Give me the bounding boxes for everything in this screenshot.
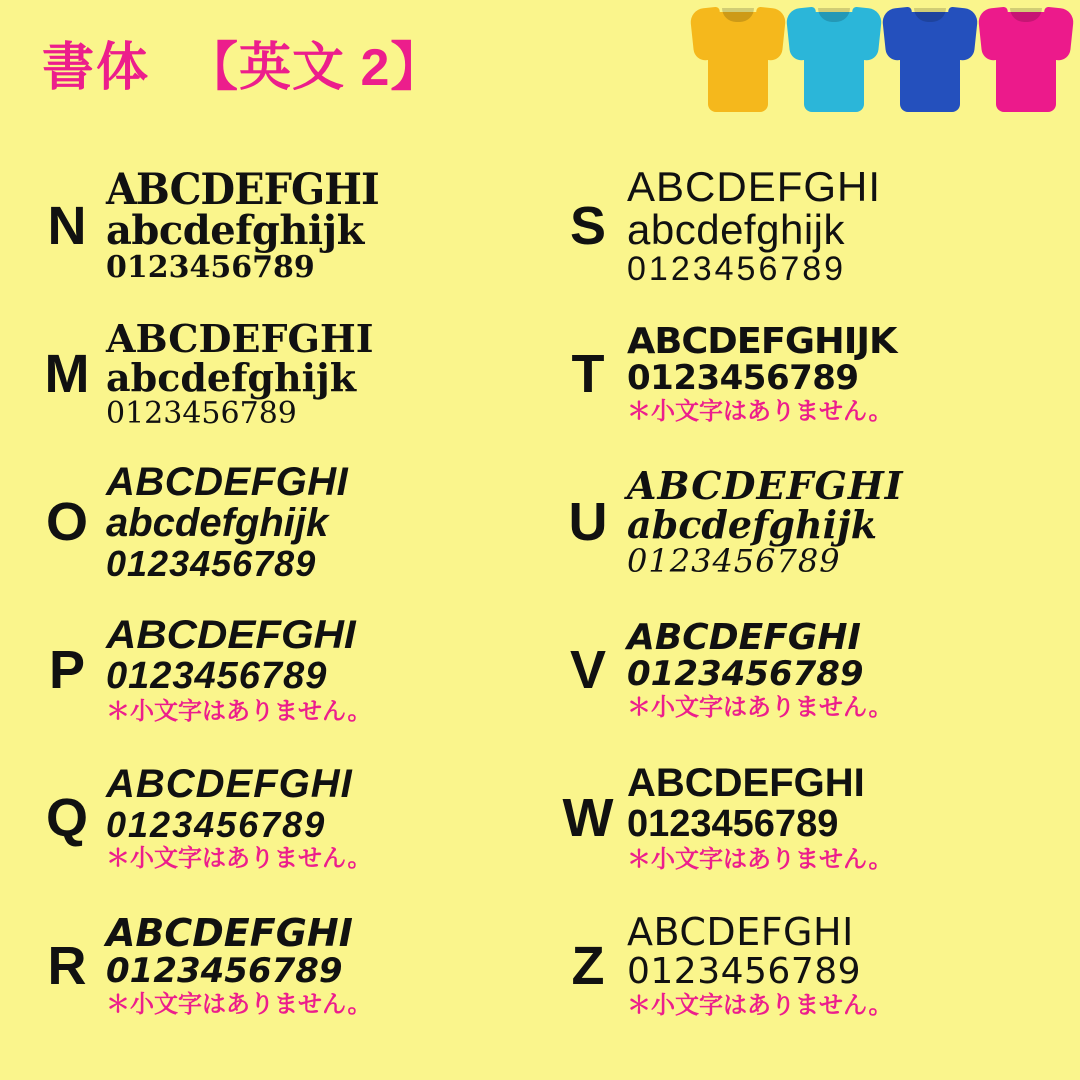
font-sample <box>627 162 1060 288</box>
font-code-letter: V <box>569 640 607 700</box>
sample-uppercase: ABCDEFGHI <box>627 760 865 805</box>
no-lowercase-note: ＊小文字はありません。 <box>627 397 893 425</box>
sample-numbers: 0123456789 <box>627 802 839 845</box>
sample-uppercase: ABCDEFGHI <box>627 162 882 210</box>
font-sample <box>627 462 1060 580</box>
font-sample <box>627 910 1060 1019</box>
sample-uppercase: ABCDEFGHIJK <box>627 321 897 363</box>
sample-uppercase: ABCDEFGHI <box>106 459 349 504</box>
sample-uppercase: ABCDEFGHI <box>106 762 353 806</box>
sample-numbers: 0123456789 <box>106 542 317 584</box>
font-code-letter: Z <box>571 936 605 996</box>
font-sample <box>106 911 539 1018</box>
sample-uppercase: ABCDEFGHI <box>627 910 854 955</box>
font-sample <box>627 760 1060 874</box>
shirt-body <box>804 12 864 112</box>
no-lowercase-note: ＊小文字はありません。 <box>106 990 372 1018</box>
font-row-r[interactable] <box>28 892 539 1040</box>
font-code-letter: M <box>44 344 90 404</box>
sample-uppercase: ABCDEFGHI <box>106 911 353 956</box>
no-lowercase-note: ＊小文字はありません。 <box>627 693 893 721</box>
font-code-letter: U <box>568 492 608 552</box>
font-sample <box>106 163 539 285</box>
font-row-u[interactable] <box>549 448 1060 596</box>
sample-lowercase: abcdefghijk <box>106 355 357 401</box>
sample-numbers: 0123456789 <box>106 250 315 285</box>
sample-numbers: 0123456789 <box>627 653 864 694</box>
tshirt-illustration-group <box>692 0 1072 118</box>
sample-uppercase: ABCDEFGHI <box>106 612 356 657</box>
sample-numbers: 0123456789 <box>106 395 297 431</box>
sample-numbers: 0123456789 <box>106 654 328 697</box>
sample-lowercase: abcdefghijk <box>106 501 329 546</box>
font-row-o[interactable] <box>28 448 539 596</box>
sample-numbers: 0123456789 <box>106 950 343 991</box>
left-column <box>28 152 539 1040</box>
shirt-cyan <box>788 0 880 118</box>
font-code-letter: Q <box>45 788 88 848</box>
font-row-m[interactable] <box>28 300 539 448</box>
sample-numbers: 0123456789 <box>627 950 862 992</box>
sample-numbers: 0123456789 <box>627 541 841 580</box>
title-main-text: 書体 <box>42 39 151 97</box>
font-code-letter: W <box>562 788 614 848</box>
font-row-p[interactable] <box>28 596 539 744</box>
font-code-letter: N <box>47 196 87 256</box>
font-code-letter: S <box>569 196 607 256</box>
shirt-yellow <box>692 0 784 118</box>
font-sample <box>106 764 539 872</box>
font-row-w[interactable] <box>549 744 1060 892</box>
sample-uppercase: ABCDEFGHI <box>627 462 904 508</box>
right-column <box>549 152 1060 1040</box>
sample-numbers: 0123456789 <box>627 357 859 398</box>
sample-numbers: 0123456789 <box>627 249 847 288</box>
shirt-body <box>996 12 1056 112</box>
font-row-q[interactable] <box>28 744 539 892</box>
font-code-letter: O <box>45 492 88 552</box>
font-code-letter: T <box>571 344 605 404</box>
sample-uppercase: ABCDEFGHI <box>106 163 379 215</box>
font-columns <box>28 152 1060 1040</box>
font-sample <box>106 612 539 726</box>
font-sample <box>106 459 539 584</box>
font-sample <box>106 315 539 431</box>
font-code-letter: P <box>48 640 86 700</box>
page-title <box>42 39 444 97</box>
shirt-body <box>900 12 960 112</box>
title-sub-text: 【英文 2】 <box>186 39 444 97</box>
sample-numbers: 0123456789 <box>106 803 327 845</box>
no-lowercase-note: ＊小文字はありません。 <box>106 845 372 873</box>
sample-lowercase: abcdefghijk <box>627 502 878 548</box>
sample-lowercase: abcdefghijk <box>627 206 845 254</box>
font-row-z[interactable] <box>549 892 1060 1040</box>
font-sample <box>627 619 1060 721</box>
font-code-letter: R <box>47 936 87 996</box>
shirt-body <box>708 12 768 112</box>
font-row-n[interactable] <box>28 152 539 300</box>
sample-uppercase: ABCDEFGHI <box>627 617 861 659</box>
no-lowercase-note: ＊小文字はありません。 <box>627 992 893 1019</box>
font-sample <box>627 323 1060 425</box>
shirt-blue <box>884 0 976 118</box>
no-lowercase-note: ＊小文字はありません。 <box>106 698 372 726</box>
no-lowercase-note: ＊小文字はありません。 <box>627 846 893 874</box>
sample-lowercase: abcdefghijk <box>106 207 364 255</box>
font-row-t[interactable] <box>549 300 1060 448</box>
sample-uppercase: ABCDEFGHI <box>106 315 374 361</box>
shirt-pink <box>980 0 1072 118</box>
font-row-v[interactable] <box>549 596 1060 744</box>
font-row-s[interactable] <box>549 152 1060 300</box>
